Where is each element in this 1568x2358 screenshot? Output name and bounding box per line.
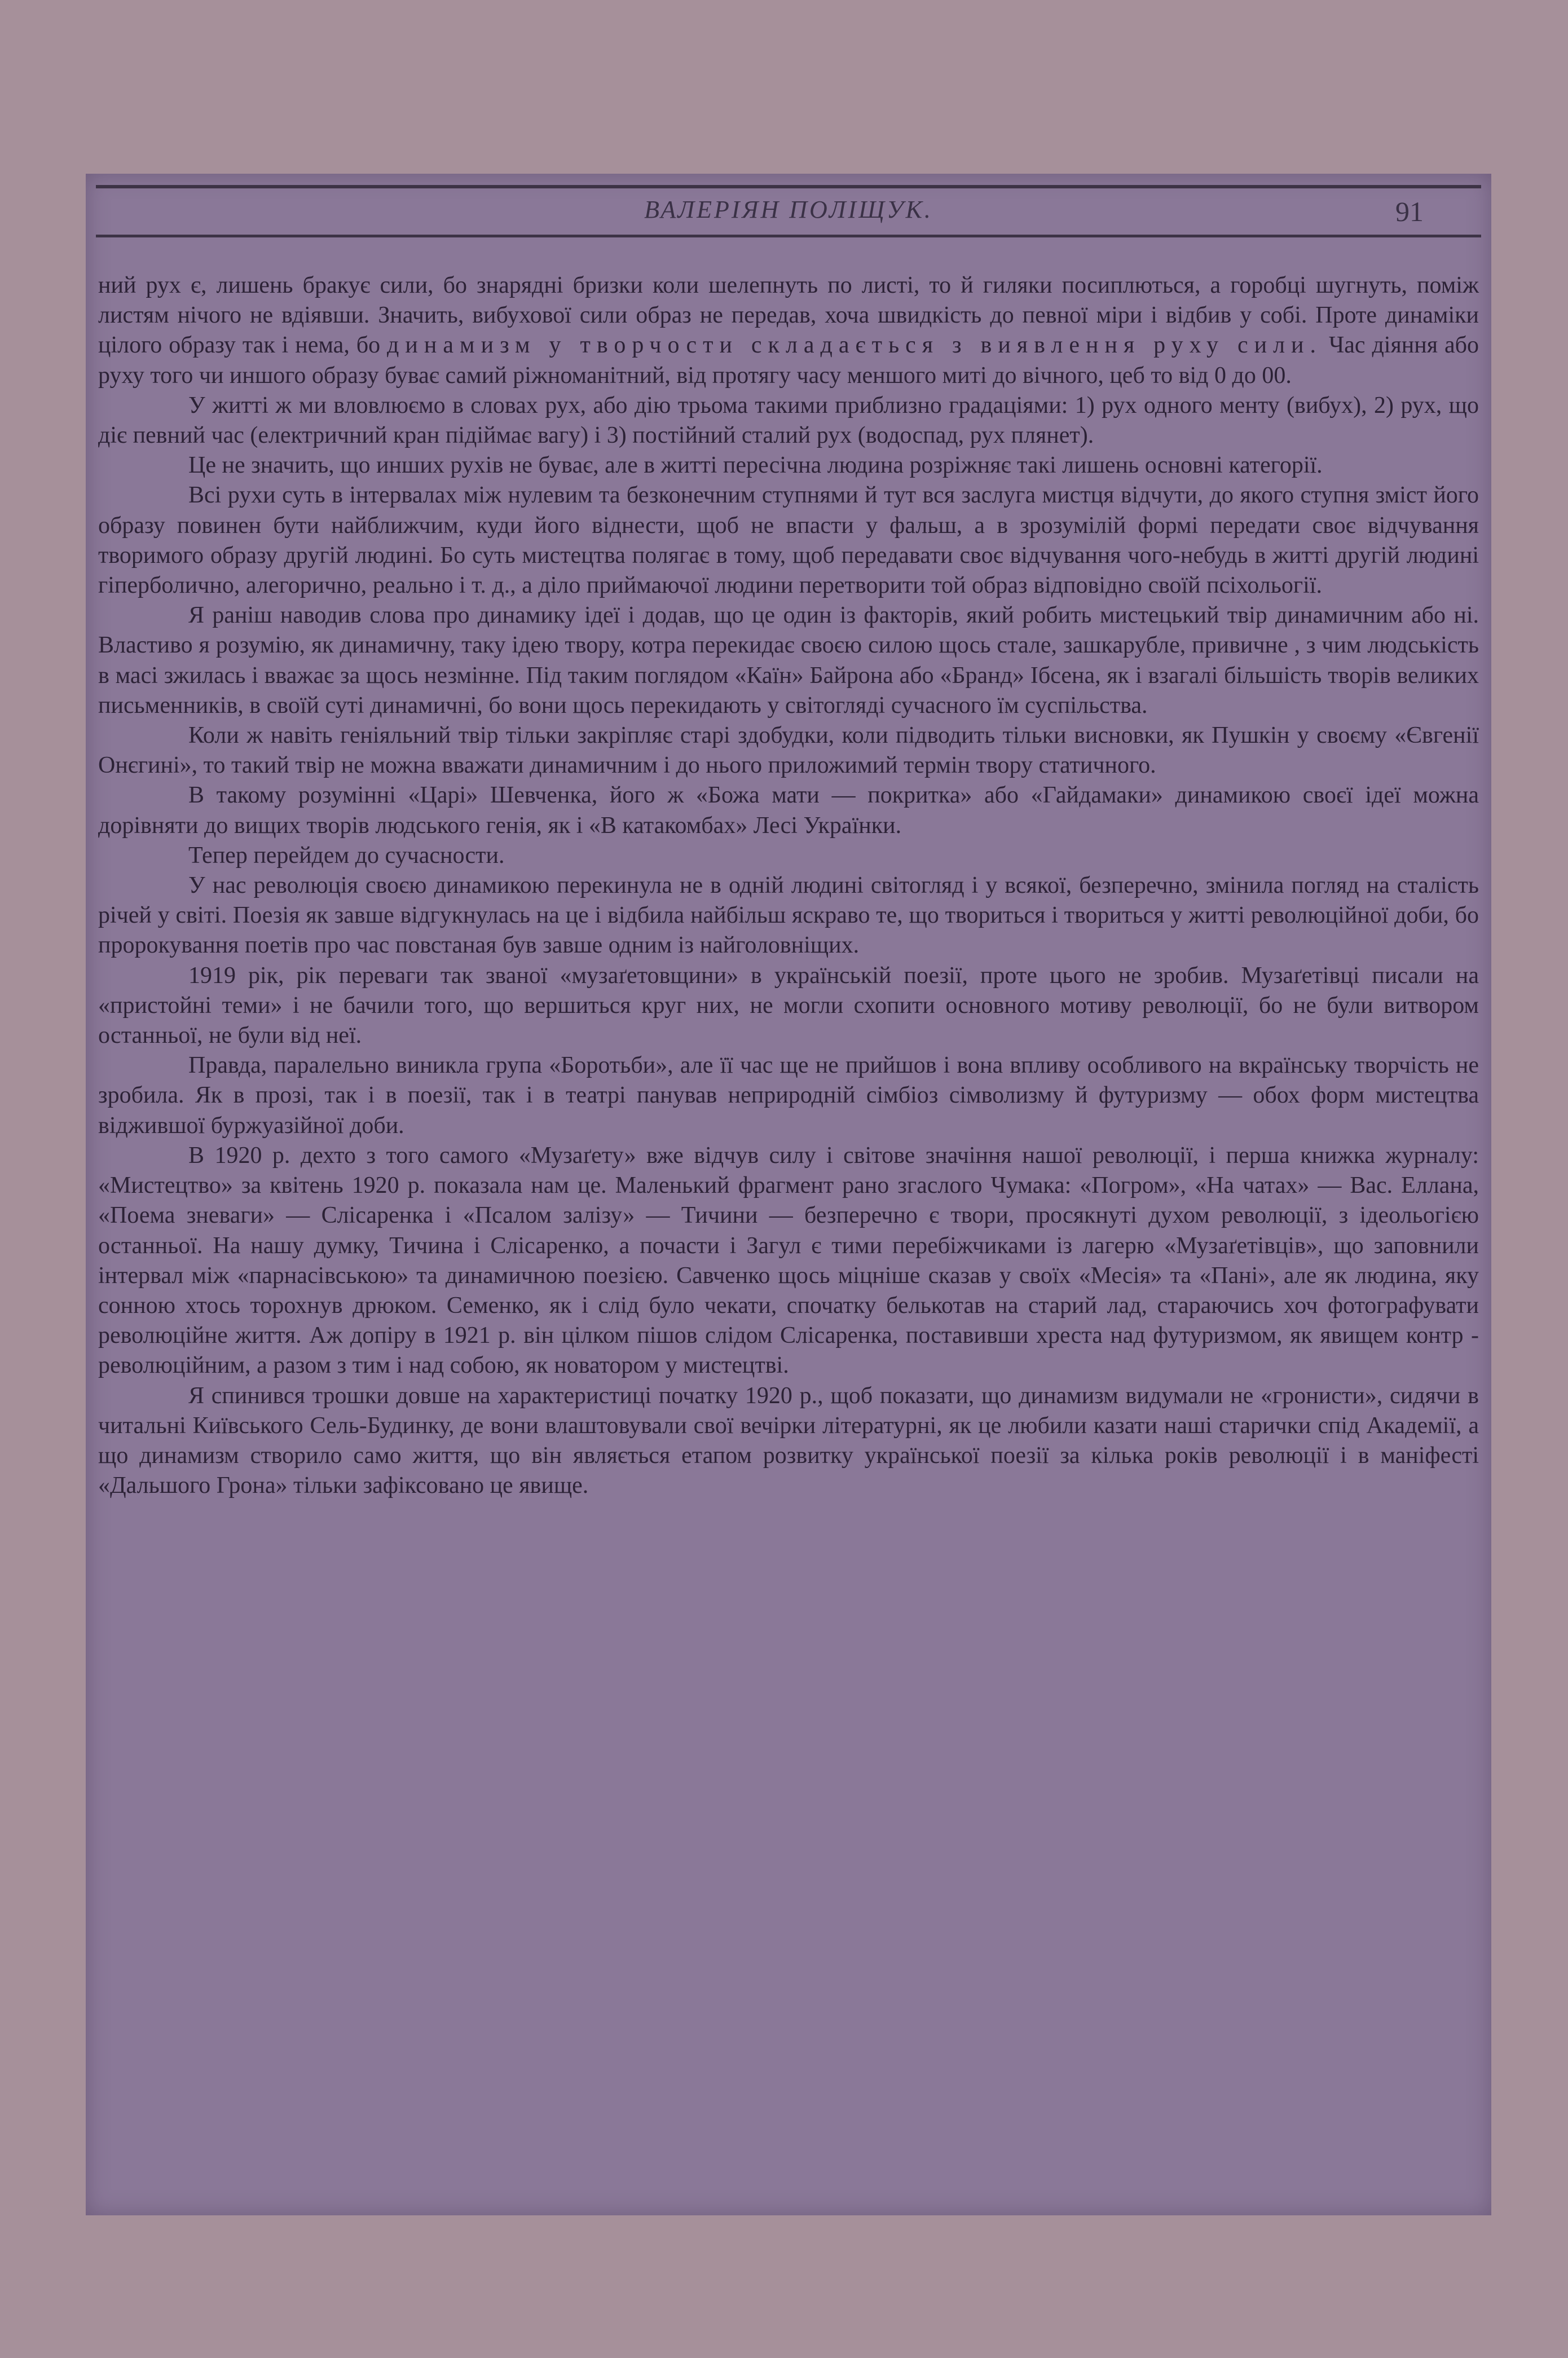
paragraph: 1919 рік, рік переваги так званої «музаґетовщини» в українській поезії, проте цього не зробив. Музаґетівці писали на «пристойні теми» і не бачили того, що вершиться круг них, не могли схопити основного мотиву революції, бо не були витвором останньої, не були від неї. <box>98 962 1479 1049</box>
book-page <box>86 174 1491 2215</box>
paragraph: Правда, паралельно виникла група «Боротьби», але її час ще не прийшов і вона впливу особливого на вкраїнську творчість не зробила. Як в прозі, так і в поезії, так і в театрі панував неприродній сімбіоз сімволизму й футуризму — обох форм мистецтва віджившої буржуазійної доби. <box>98 1052 1479 1139</box>
paragraph: Коли ж навіть геніяльний твір тільки закріпляє старі здобудки, коли підводить тільки висновки, як Пушкін у своєму «Євгенії Онєгині», то такий твір не можна вважати динамичним і до нього приложимий термін твору статичного. <box>98 722 1479 779</box>
paragraph: У житті ж ми вловлюємо в словах рух, або дію трьома такими приблизно градаціями: 1) рух одного менту (вибух), 2) рух, що діє певний час (електричний кран підіймає вагу) і 3) постійний сталий рух (водоспад, рух плянет). <box>98 392 1479 449</box>
running-title: ВАЛЕРІЯН ПОЛІЩУК. <box>644 196 933 223</box>
page-number: 91 <box>1395 196 1424 227</box>
paragraph: Я спинився трошки довше на характеристиці початку 1920 р., щоб показати, що динамизм видумали не «гронисти», сидячи в читальні Київського Сель-Будинку, де вони влаштовували свої вечірки літературні, як це любили казати наші старички спід Академії, а що динамизм створило само життя, що він являється етапом розвитку української поезії за кілька років революції і в маніфесті «Дальшого Грона» тільки зафіксовано це явище. <box>98 1382 1479 1499</box>
paragraph: Всі рухи суть в інтервалах між нулевим та безконечним ступнями й тут вся заслуга мистця відчути, до якого ступня зміст його образу повинен бути найближчим, куди його віднести, щоб не впасти у фальш, а в зрозумілій формі передати своє відчування творимого образу другій людині. Бо суть мистецтва полягає в тому, щоб передавати своє відчування чого-небудь в житті другій людині гіперболично, алегорично, реально і т. д., а діло приймаючої людини перетворити той образ відповідно своїй псіхольогії. <box>98 482 1479 599</box>
body-text <box>98 271 1479 1501</box>
paragraph: Тепер перейдем до сучасности. <box>188 842 505 869</box>
page-header <box>86 195 1491 231</box>
paragraph: Я раніш наводив слова про динамику ідеї і додав, що це один із факторів, який робить мистецький твір динамичним або ні. Властиво я розумію, як динамичну, таку ідею твору, котра перекидає своєю силою щось стале, зашкарубле, привичне , з чим людськість в масі зжилась і вважає за щось незмінне. Під таким поглядом «Каїн» Байрона або «Бранд» Ібсена, як і взагалі більшість творів великих письменників, в своїй суті динамичні, бо вони щось перекидають у світогляді сучасного їм суспільства. <box>98 602 1479 719</box>
header-rule-bottom <box>96 235 1481 237</box>
paragraph-text: ний рух є, лишень бракує сили, бо знарядні бризки коли шелепнуть по листі, то й гиляки посиплються, а горобці шугнуть, поміж листям нічого не вдіявши. Значить, вибухової сили образ не передав, хоча швидкість до певної міри і відбив у собі. Проте динаміки цілого образу так і нема, бо <box>98 272 1479 359</box>
paragraph: В такому розумінні «Царі» Шевченка, його ж «Божа мати — покритка» або «Гайдамаки» динамикою своєї ідеї можна дорівняти до вищих творів людського генія, як і «В катакомбах» Лесі Українки. <box>98 782 1479 839</box>
paragraph-text: Час діяння або руху того чи иншого образу буває самий ріжноманітний, від протягу часу меншого миті до вічного, цеб то від 0 до 00. <box>98 332 1479 389</box>
spaced-emphasis-text: динамизм у творчости складається з виявлення руху сили. <box>387 332 1323 359</box>
paragraph: В 1920 р. дехто з того самого «Музаґету» вже відчув силу і світове значіння нашої революції, і перша книжка журналу: «Мистецтво» за квітень 1920 р. показала нам це. Маленький фрагмент рано згаслого Чумака: «Погром», «На чатах» — Вас. Еллана, «Поема зневаги» — Слісаренка і «Псалом залізу» — Тичини — безперечно є твори, просякнуті духом революції, з ідеольогією останньої. На нашу думку, Тичина і Слісаренко, а почасти і Загул є тими перебіжчиками із лагерю «Музаґетівців», що заповнили інтервал між «парнасівською» та динамичною поезією. Савченко щось міцніше сказав у своїх «Месія» та «Пані», але як людина, яку сонною хтось торохнув дрюком. Семенко, як і слід було чекати, спочатку белькотав на старий лад, стараючись хоч фотографувати революційне життя. Аж допіру в 1921 р. він цілком пішов слідом Слісаренка, поставивши хреста над футуризмом, як явищем контр - революційним, а разом з тим і над собою, як новатором у мистецтві. <box>98 1142 1479 1379</box>
header-rule-top <box>96 185 1481 188</box>
paragraph: Це не значить, що инших рухів не буває, але в житті пересічна людина розріжняє такі лишень основні категорії. <box>188 452 1323 479</box>
paragraph: У нас революція своєю динамикою перекинула не в одній людині світогляд і у всякої, безперечно, змінила погляд на сталість річей у світі. Поезія як завше відгукнулась на це і відбила найбільш яскраво те, що твориться і твориться у житті революційної доби, бо пророкування поетів про час повстаная був завше одним із найголовніщих. <box>98 872 1479 959</box>
paragraph <box>98 271 1479 391</box>
